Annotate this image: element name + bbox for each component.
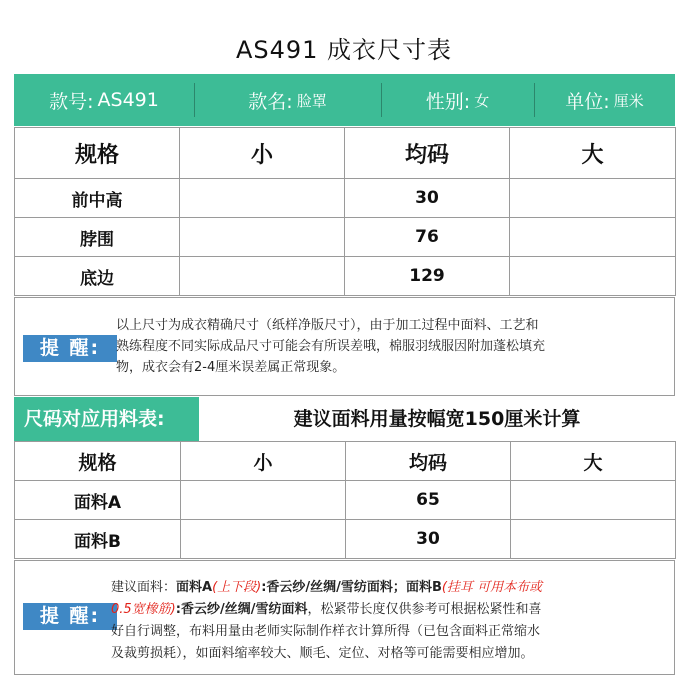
reminder-line [111,599,671,621]
table-cell [180,179,345,218]
reminder-badge: 提 醒: [23,603,117,630]
fabric-b-materials: :香云纱/丝绸/雪纺面料 [175,602,308,617]
reminder-note-fabric [14,560,675,675]
reminder-badge: 提 醒: [23,335,117,362]
header-cell: 大 [510,128,676,179]
fabric-table-header [15,442,676,481]
table-cell: 129 [345,257,510,296]
table-cell [181,481,346,520]
style-number-value: AS491 [97,89,159,111]
reminder-note-size [14,297,675,396]
table-cell [181,520,346,559]
table-cell: 65 [346,481,511,520]
reminder-line: 及裁剪损耗），如面料缩率较大、顺毛、定位、对格等可能需要相应增加。 [111,646,534,661]
table-cell [511,520,676,559]
gender-label: 性别: [425,90,471,113]
fabric-reminder-text [111,577,671,665]
table-cell: 30 [346,520,511,559]
row-label: 面料A [15,481,181,520]
row-label: 面料B [15,520,181,559]
reminder-text [116,315,668,378]
style-name [194,74,381,126]
fabric-table [14,441,676,559]
row-label: 底边 [15,257,180,296]
reminder-line: 好自行调整，布料用量由老师实际制作样衣计算所得（已包含面料正常缩水 [111,624,541,639]
table-cell [511,481,676,520]
reminder-line: 熟练程度不同实际成品尺寸可能会有所误差哦，棉服羽绒服因附加蓬松填充 [116,339,546,354]
header-cell: 小 [181,442,346,481]
table-row [15,481,676,520]
fabric-b-note-cont: 0.5宽橡筋) [111,602,176,617]
table-cell: 30 [345,179,510,218]
header-cell: 大 [511,442,676,481]
header-cell: 均码 [346,442,511,481]
fabric-a-note: (上下段) [212,580,262,595]
table-row [15,218,676,257]
size-table-header [15,128,676,179]
style-number [14,74,194,126]
fabric-b-label: 面料B [405,580,442,595]
size-table [14,127,676,296]
row-label: 前中高 [15,179,180,218]
unit [534,74,675,126]
header-cell: 规格 [15,442,181,481]
fabric-a-materials: :香云纱/丝绸/雪纺面料； [261,580,406,595]
gender-value: 女 [474,91,490,110]
reminder-line: 物，成衣会有2-4厘米误差属正常现象。 [116,360,346,375]
fabric-section-header [14,397,675,441]
fabric-section-label: 尺码对应用料表: [14,397,199,441]
reminder-line: 以上尺寸为成衣精确尺寸（纸样净版尺寸），由于加工过程中面料、工艺和 [116,318,539,333]
spec-header-bar [14,74,675,126]
table-cell [180,218,345,257]
style-name-label: 款名: [248,90,293,113]
reminder-line [111,577,671,599]
gender [381,74,534,126]
page-title: AS491 成衣尺寸表 [235,36,453,64]
table-row [15,520,676,559]
unit-label: 单位: [565,90,610,113]
table-row [15,179,676,218]
header-cell: 规格 [15,128,180,179]
header-cell: 小 [180,128,345,179]
table-cell: 76 [345,218,510,257]
header-cell: 均码 [345,128,510,179]
fabric-intro: 建议面料： [111,580,177,595]
elastic-note: ，松紧带长度仅供参考可根据松紧性和喜 [307,602,542,617]
fabric-a-label: 面料A [176,580,213,595]
fabric-b-note: (挂耳 可用本布或 [441,580,543,595]
unit-value: 厘米 [613,91,644,110]
table-row [15,257,676,296]
table-cell [510,257,676,296]
table-cell [510,218,676,257]
table-cell [180,257,345,296]
fabric-calc-note: 建议面料用量按幅宽150厘米计算 [293,408,581,430]
table-cell [510,179,676,218]
row-label: 脖围 [15,218,180,257]
style-number-label: 款号: [49,90,94,113]
style-name-value: 脸罩 [296,91,327,110]
